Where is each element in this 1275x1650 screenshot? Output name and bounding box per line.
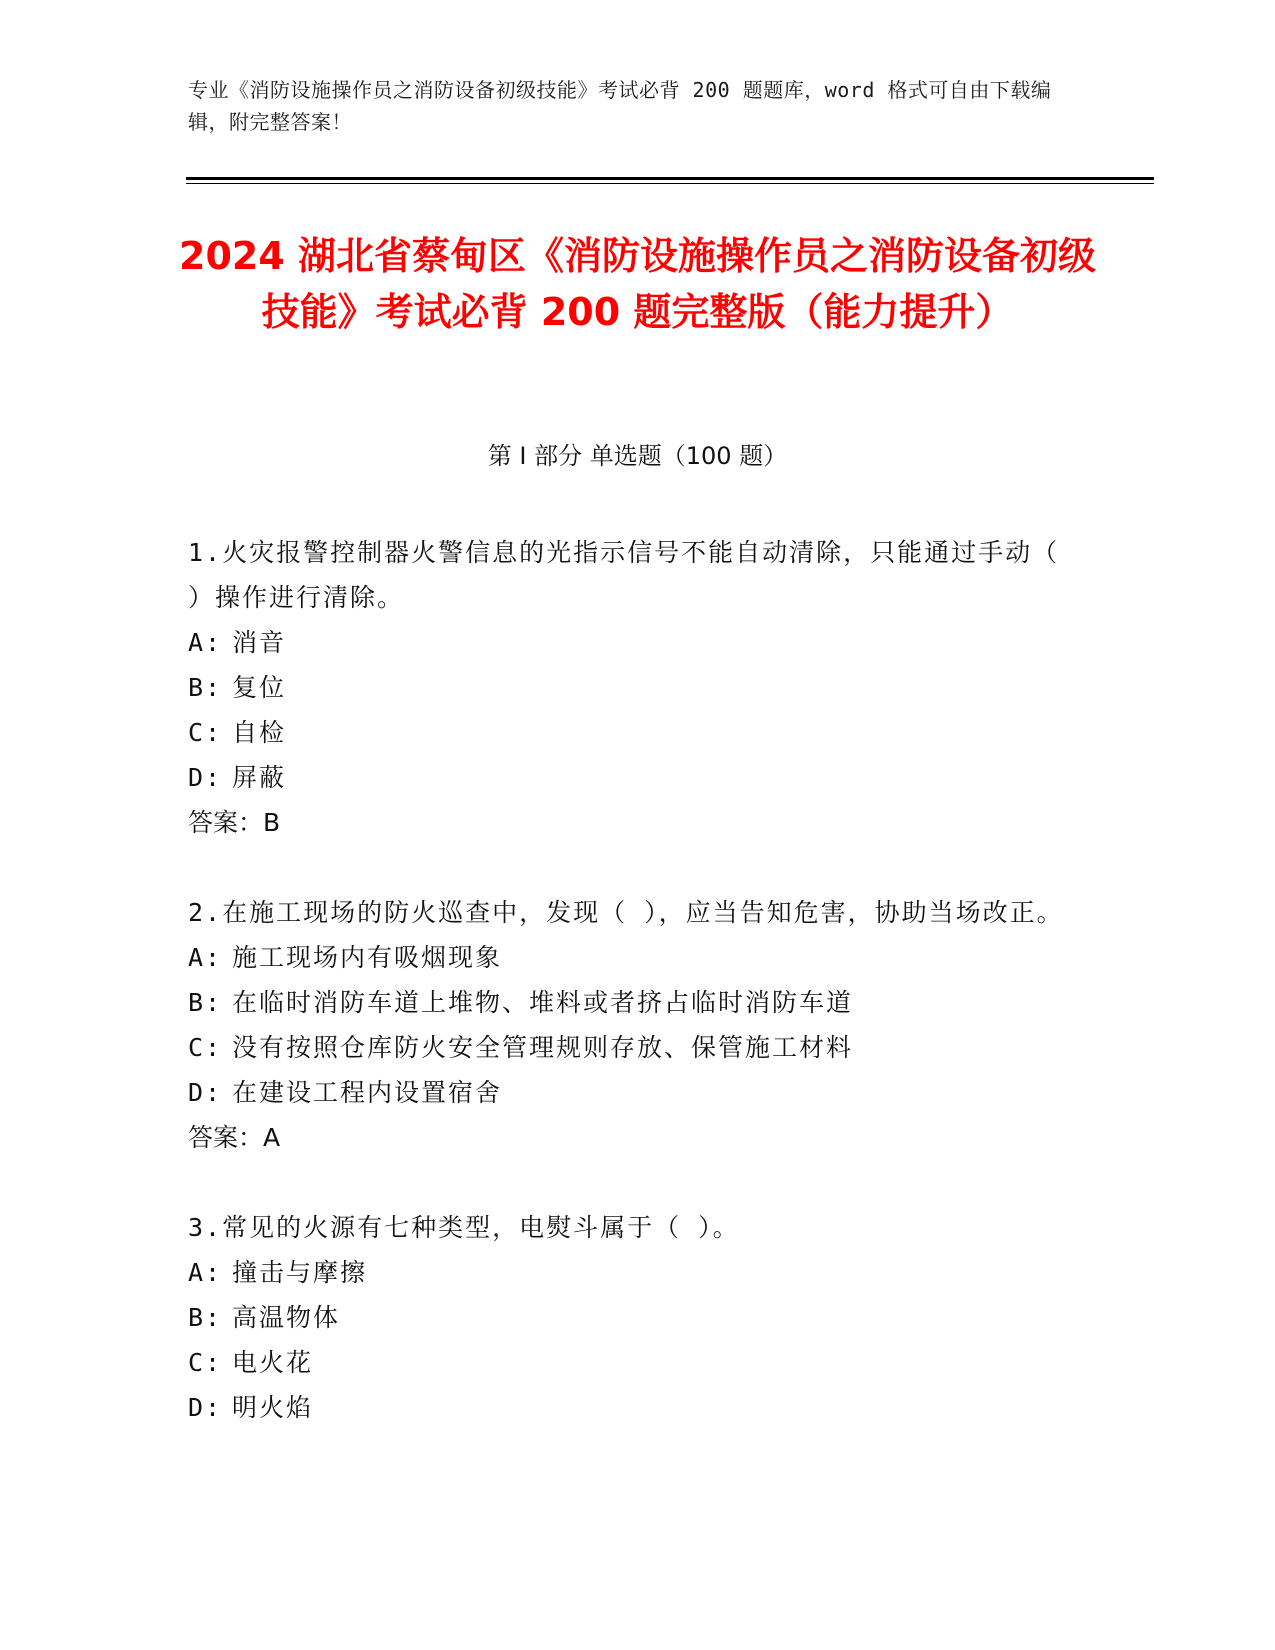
option-c [188,1340,1068,1385]
question-list [188,530,1068,1475]
answer-line: 答案：A [188,1123,281,1152]
option-key: A: [188,943,223,972]
option-text: 消音 [232,628,287,657]
option-key: D: [188,763,223,792]
option-text: 屏蔽 [232,763,287,792]
question-3 [188,1205,1068,1430]
option-text: 高温物体 [232,1303,341,1332]
option-text: 在临时消防车道上堆物、堆料或者挤占临时消防车道 [232,988,854,1017]
question-1 [188,530,1068,845]
option-a [188,620,1068,665]
option-key: B: [188,988,223,1017]
question-text: 3.常见的火源有七种类型，电熨斗属于（ ）。 [188,1213,740,1242]
header-divider-thin [186,183,1154,184]
option-b [188,1295,1068,1340]
option-text: 复位 [232,673,287,702]
option-text: 没有按照仓库防火安全管理规则存放、保管施工材料 [232,1033,854,1062]
option-b [188,980,1068,1025]
option-key: B: [188,1303,223,1332]
option-text: 撞击与摩擦 [232,1258,368,1287]
option-text: 自检 [232,718,287,747]
question-2 [188,890,1068,1160]
option-key: C: [188,1348,223,1377]
option-key: D: [188,1393,223,1422]
option-d [188,1385,1068,1430]
option-key: A: [188,1258,223,1287]
question-text: 1.火灾报警控制器火警信息的光指示信号不能自动清除，只能通过手动（ ）操作进行清除。 [188,538,1060,612]
document-title: 2024 湖北省蔡甸区《消防设施操作员之消防设备初级技能》考试必背 200 题完整版（能力提升） [179,234,1096,334]
option-d [188,1070,1068,1115]
question-text: 2.在施工现场的防火巡查中，发现（ ），应当告知危害，协助当场改正。 [188,898,1064,927]
option-key: B: [188,673,223,702]
option-key: D: [188,1078,223,1107]
option-text: 在建设工程内设置宿舍 [232,1078,503,1107]
option-c [188,1025,1068,1070]
option-d [188,755,1068,800]
option-a [188,935,1068,980]
section-heading: 第 I 部分 单选题（100 题） [487,442,788,470]
option-key: C: [188,718,223,747]
option-a [188,1250,1068,1295]
option-key: A: [188,628,223,657]
header-divider-thick [186,177,1154,180]
option-key: C: [188,1033,223,1062]
option-b [188,665,1068,710]
option-text: 电火花 [232,1348,314,1377]
option-text: 明火焰 [232,1393,314,1422]
option-c [188,710,1068,755]
option-text: 施工现场内有吸烟现象 [232,943,503,972]
answer-line: 答案：B [188,808,281,837]
header-note: 专业《消防设施操作员之消防设备初级技能》考试必背 200 题题库，word 格式可自由下载编辑，附完整答案！ [188,78,1052,134]
